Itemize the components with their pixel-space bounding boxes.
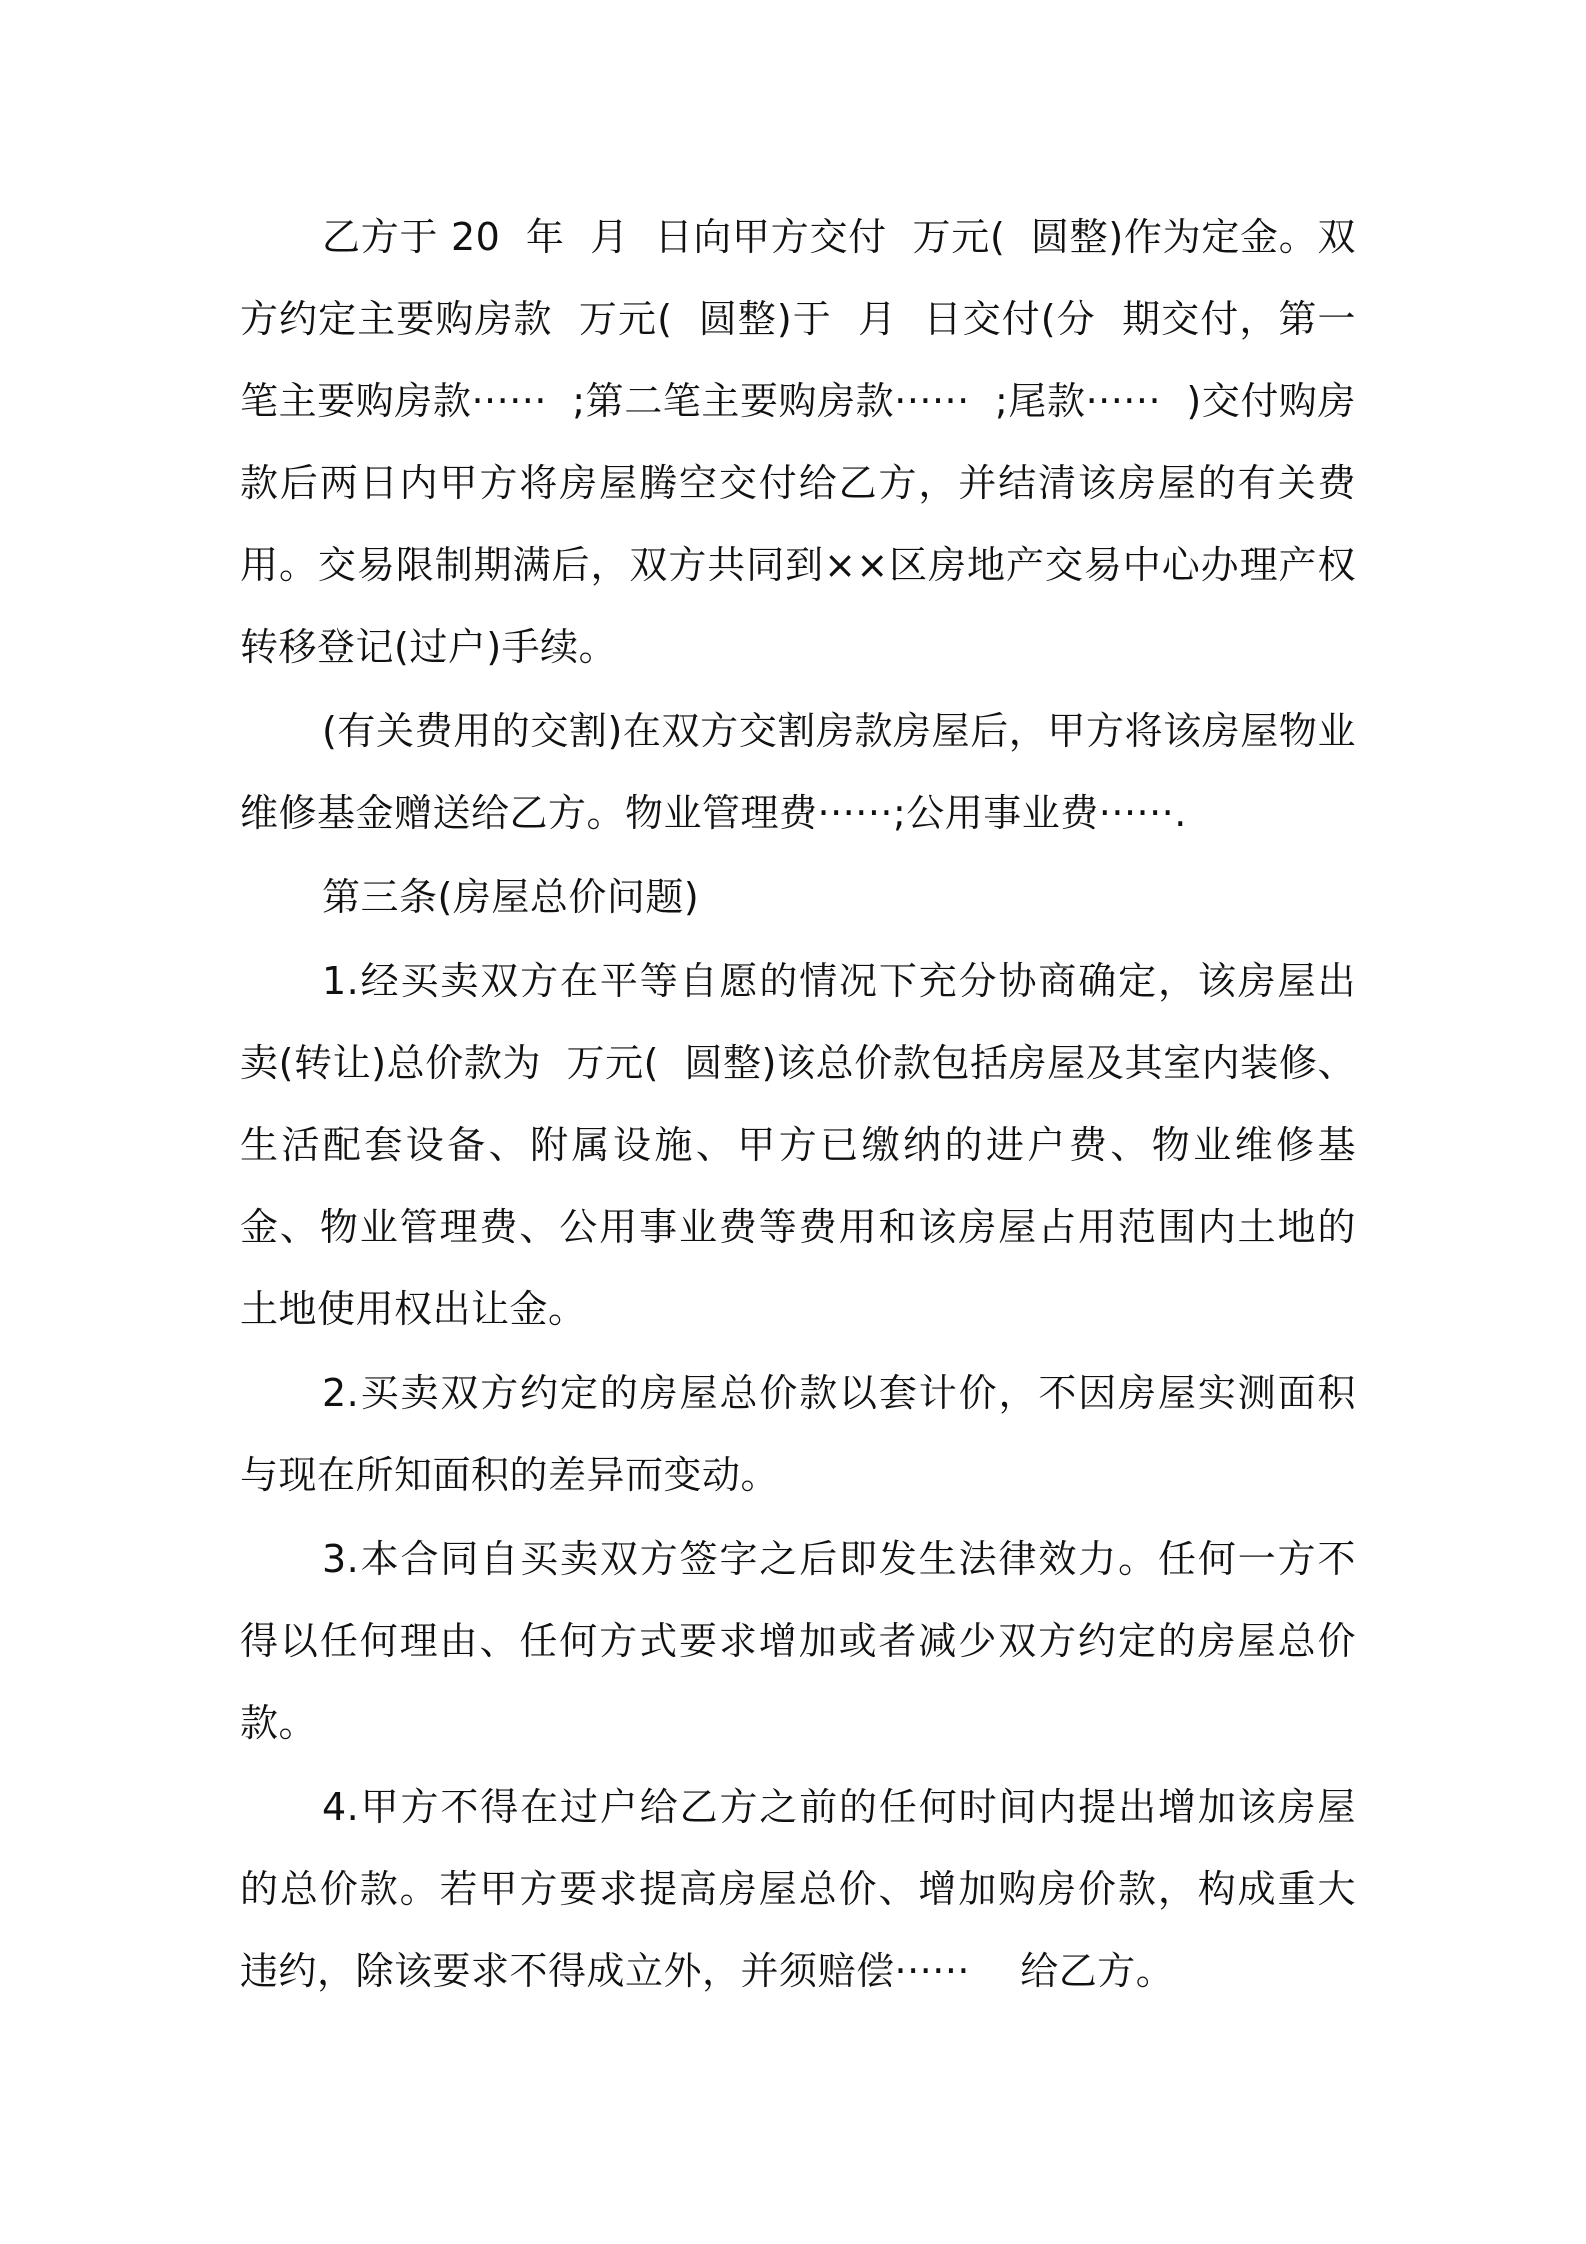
- paragraph-clause-3: 3.本合同自买卖双方签字之后即发生法律效力。任何一方不得以任何理由、任何方式要求增加或者减少双方约定的房屋总价款。: [240, 1537, 1356, 1745]
- paragraph-clause-1: 1.经买卖双方在平等自愿的情况下充分协商确定，该房屋出卖(转让)总价款为 万元( 圆整)该总价款包括房屋及其室内装修、生活配套设备、附属设施、甲方已缴纳的进户费、物业维修基金、物业管理费、公用事业费等费用和该房屋占用范围内土地的土地使用权出让金。: [240, 959, 1356, 1331]
- section-heading-article-3: 第三条(房屋总价问题): [322, 875, 700, 919]
- paragraph-fee-handover: (有关费用的交割)在双方交割房款房屋后，甲方将该房屋物业维修基金赠送给乙方。物业管理费······;公用事业费······.: [240, 709, 1356, 835]
- paragraph-clause-2: 2.买卖双方约定的房屋总价款以套计价，不因房屋实测面积与现在所知面积的差异而变动。: [240, 1371, 1356, 1497]
- paragraph-deposit-payment: 乙方于 20 年 月 日向甲方交付 万元( 圆整)作为定金。双方约定主要购房款 万元( 圆整)于 月 日交付(分 期交付，第一笔主要购房款······ ;第二笔主要购房款······ ;尾款······ )交付购房款后两日内甲方将房屋腾空交付给乙方，并结清该房屋的有关费用。交易限制期满后，双方共同到××区房地产交易中心办理产权转移登记(过户)手续。: [240, 215, 1356, 669]
- document-body: [240, 196, 1356, 2012]
- paragraph-clause-4: 4.甲方不得在过户给乙方之前的任何时间内提出增加该房屋的总价款。若甲方要求提高房屋总价、增加购房价款，构成重大违约，除该要求不得成立外，并须赔偿······ 给乙方。: [240, 1785, 1356, 1993]
